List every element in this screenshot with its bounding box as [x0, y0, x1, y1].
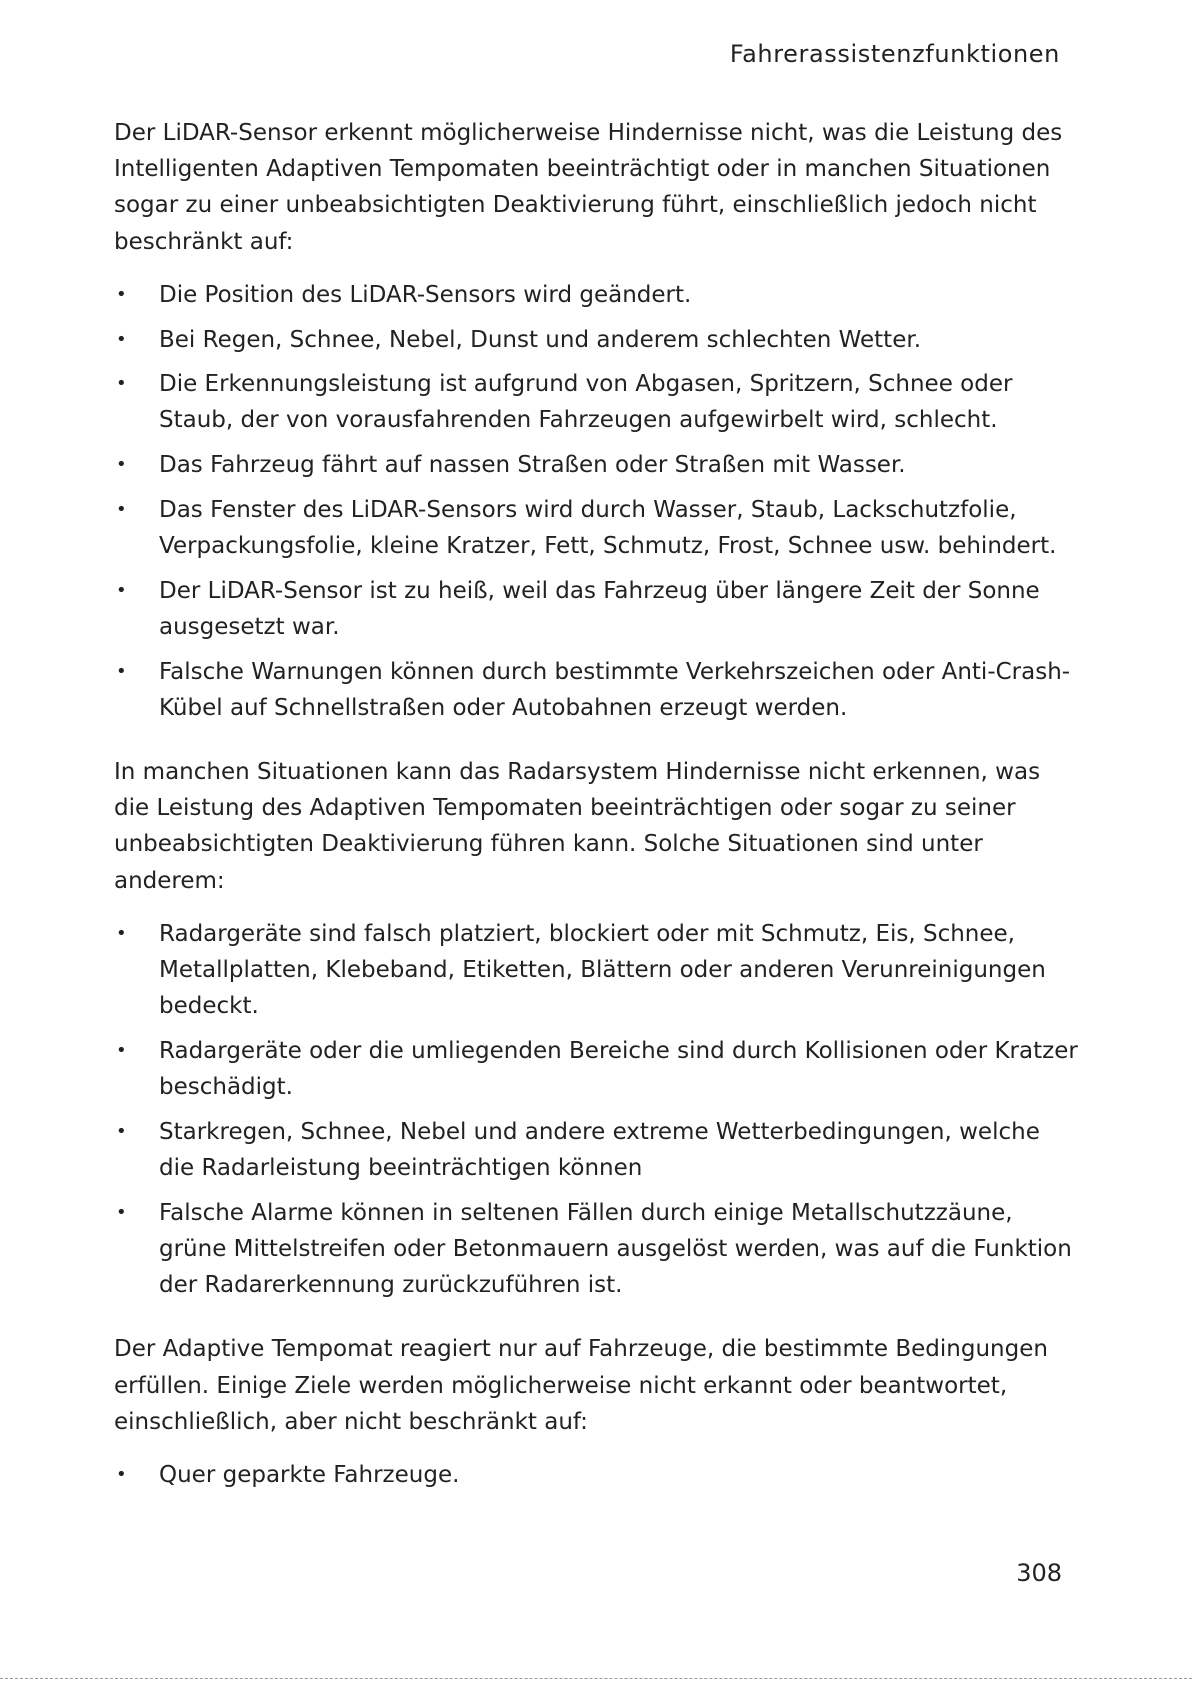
list-item: [114, 1033, 1080, 1105]
list-item: [114, 1114, 1080, 1186]
bullet-icon: •: [116, 1039, 127, 1061]
list-item-text: Radargeräte oder die umliegenden Bereiche sind durch Kollisionen oder Kratzer beschädigt.: [159, 1037, 1078, 1101]
list-item: [114, 277, 1080, 313]
page-content: [114, 115, 1080, 1521]
list-item-text: Der LiDAR-Sensor ist zu heiß, weil das Fahrzeug über längere Zeit der Sonne ausgesetzt war.: [159, 577, 1040, 640]
list-item-text: Die Erkennungsleistung ist aufgrund von Abgasen, Spritzern, Schnee oder Staub, der von vorausfahrenden Fahrzeugen aufgewirbelt wird, schlecht.: [159, 371, 1013, 434]
list-item: [114, 1457, 1080, 1493]
section-intro-targets: Der Adaptive Tempomat reagiert nur auf Fahrzeuge, die bestimmte Bedingungen erfüllen. Einige Ziele werden möglicherweise nicht erkannt oder beantwortet, einschließlich, aber nicht beschränkt auf:: [114, 1336, 1048, 1435]
list-item: [114, 1195, 1080, 1304]
list-item: [114, 366, 1080, 438]
bullet-icon: •: [116, 328, 127, 350]
running-header: Fahrerassistenzfunktionen: [729, 40, 1060, 68]
list-item-text: Quer geparkte Fahrzeuge.: [159, 1462, 460, 1488]
page-number: 308: [1016, 1559, 1062, 1587]
list-item: [114, 447, 1080, 483]
list-item: [114, 654, 1080, 726]
bullet-icon: •: [116, 922, 127, 944]
list-item-text: Das Fahrzeug fährt auf nassen Straßen oder Straßen mit Wasser.: [159, 452, 906, 479]
bullet-icon: •: [116, 454, 127, 476]
list-item-text: Bei Regen, Schnee, Nebel, Dunst und anderem schlechten Wetter.: [159, 326, 922, 353]
bullet-list-radar: [114, 916, 1080, 1304]
bullet-icon: •: [116, 660, 127, 682]
list-item-text: Radargeräte sind falsch platziert, blockiert oder mit Schmutz, Eis, Schnee, Metallplatten, Klebeband, Etiketten, Blättern oder anderen Verunreinigungen bedeckt.: [159, 920, 1046, 1020]
bullet-list-targets: [114, 1457, 1080, 1493]
list-item-text: Die Position des LiDAR-Sensors wird geändert.: [159, 281, 692, 308]
bullet-icon: •: [116, 1120, 127, 1142]
list-item: [114, 492, 1080, 564]
bullet-icon: •: [116, 579, 127, 601]
bullet-list-lidar: [114, 277, 1080, 726]
list-item-text: Das Fenster des LiDAR-Sensors wird durch Wasser, Staub, Lackschutzfolie, Verpackungsfolie, kleine Kratzer, Fett, Schmutz, Frost, Schnee usw. behindert.: [159, 496, 1057, 560]
bullet-icon: •: [116, 1201, 127, 1223]
list-item-text: Falsche Alarme können in seltenen Fällen durch einige Metallschutzzäune, grüne Mittelstreifen oder Betonmauern ausgelöst werden, was auf die Funktion der Radarerkennung zurückzuführen ist.: [159, 1199, 1072, 1299]
section-intro-radar: In manchen Situationen kann das Radarsystem Hindernisse nicht erkennen, was die Leistung des Adaptiven Tempomaten beeinträchtigen oder sogar zu seiner unbeabsichtigten Deaktivierung führen kann. Solche Situationen sind unter anderem:: [114, 759, 1041, 894]
list-item-text: Falsche Warnungen können durch bestimmte Verkehrszeichen oder Anti-Crash-Kübel auf Schnellstraßen oder Autobahnen erzeugt werden.: [159, 658, 1071, 721]
section-intro-lidar: Der LiDAR-Sensor erkennt möglicherweise Hindernisse nicht, was die Leistung des Intelligenten Adaptiven Tempomaten beeinträchtigt oder in manchen Situationen sogar zu einer unbeabsichtigten Deaktivierung führt, einschließlich jedoch nicht beschränkt auf:: [114, 120, 1063, 255]
list-item: [114, 916, 1080, 1025]
bullet-icon: •: [116, 1464, 127, 1485]
list-item: [114, 322, 1080, 358]
page-bottom-divider: [0, 1678, 1192, 1679]
bullet-icon: •: [116, 373, 127, 395]
list-item-text: Starkregen, Schnee, Nebel und andere extreme Wetterbedingungen, welche die Radarleistung beeinträchtigen können: [159, 1118, 1040, 1182]
list-item: [114, 573, 1080, 645]
bullet-icon: •: [116, 283, 127, 305]
bullet-icon: •: [116, 498, 127, 520]
